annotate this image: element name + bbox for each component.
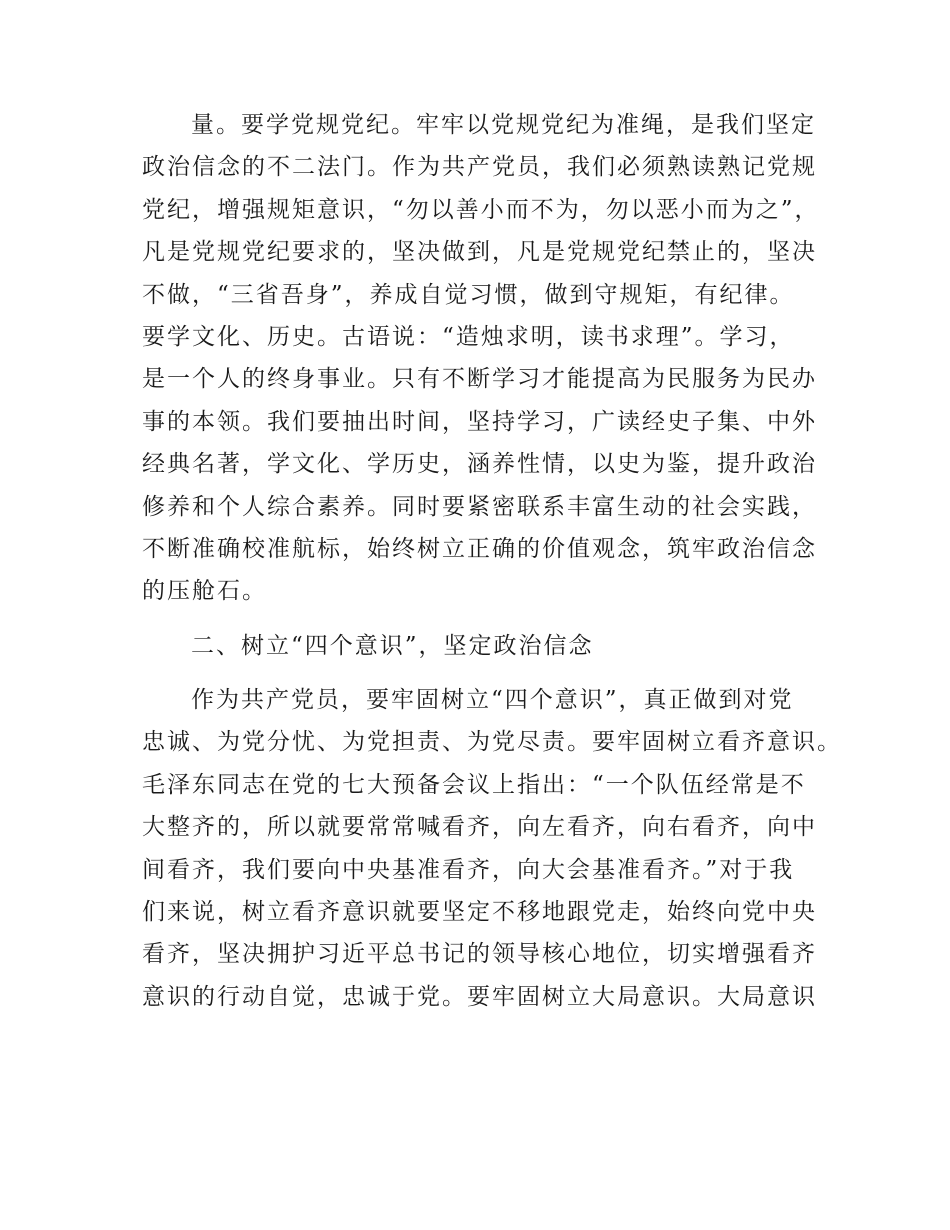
- text-line: 不做，“三省吾身”，养成自觉习惯，做到守规矩，有纪律。: [142, 281, 795, 308]
- text-line: 党纪，增强规矩意识，“勿以善小而不为，勿以恶小而为之”，: [142, 196, 820, 223]
- text-line: 的压舱石。: [142, 578, 267, 605]
- text-line: 们来说，树立看齐意识就要坚定不移地跟党走，始终向党中央: [142, 899, 817, 926]
- section-heading: 二、树立“四个意识”，坚定政治信念: [191, 632, 594, 659]
- paragraph-gap: [142, 613, 822, 625]
- text-line: 修养和个人综合素养。同时要紧密联系丰富生动的社会实践，: [142, 493, 817, 520]
- paragraph-continued: [142, 104, 822, 613]
- document-body: [142, 104, 842, 1018]
- text-line: 经典名著，学文化、学历史，涵养性情，以史为鉴，提升政治: [142, 451, 817, 478]
- text-line: 大整齐的，所以就要常常喊看齐，向左看齐，向右看齐，向中: [142, 814, 817, 841]
- text-line: 间看齐，我们要向中央基准看齐，向大会基准看齐。”对于我: [142, 856, 795, 883]
- text-line: 意识的行动自觉，忠诚于党。要牢固树立大局意识。大局意识: [142, 983, 817, 1010]
- text-line: 政治信念的不二法门。作为共产党员，我们必须熟读熟记党规: [142, 154, 817, 181]
- text-line: 要学文化、历史。古语说：“造烛求明，读书求理”。学习，: [142, 323, 795, 350]
- text-line: 作为共产党员，要牢固树立“四个意识”，真正做到对党: [191, 687, 794, 714]
- text-line: 是一个人的终身事业。只有不断学习才能提高为民服务为民办: [142, 366, 817, 393]
- text-line: 凡是党规党纪要求的，坚决做到，凡是党规党纪禁止的，坚决: [142, 239, 817, 266]
- paragraph-gap: [142, 667, 822, 679]
- text-line: 不断准确校准航标，始终树立正确的价值观念，筑牢政治信念: [142, 535, 817, 562]
- text-line: 事的本领。我们要抽出时间，坚持学习，广读经史子集、中外: [142, 408, 817, 435]
- text-line: 忠诚、为党分忧、为党担责、为党尽责。要牢固树立看齐意识。: [142, 729, 842, 756]
- text-line: 看齐，坚决拥护习近平总书记的领导核心地位，切实增强看齐: [142, 941, 817, 968]
- paragraph-section-2: [142, 679, 842, 1018]
- text-line: 毛泽东同志在党的七大预备会议上指出：“一个队伍经常是不: [142, 771, 806, 798]
- text-line: 量。要学党规党纪。牢牢以党规党纪为准绳，是我们坚定: [191, 112, 816, 138]
